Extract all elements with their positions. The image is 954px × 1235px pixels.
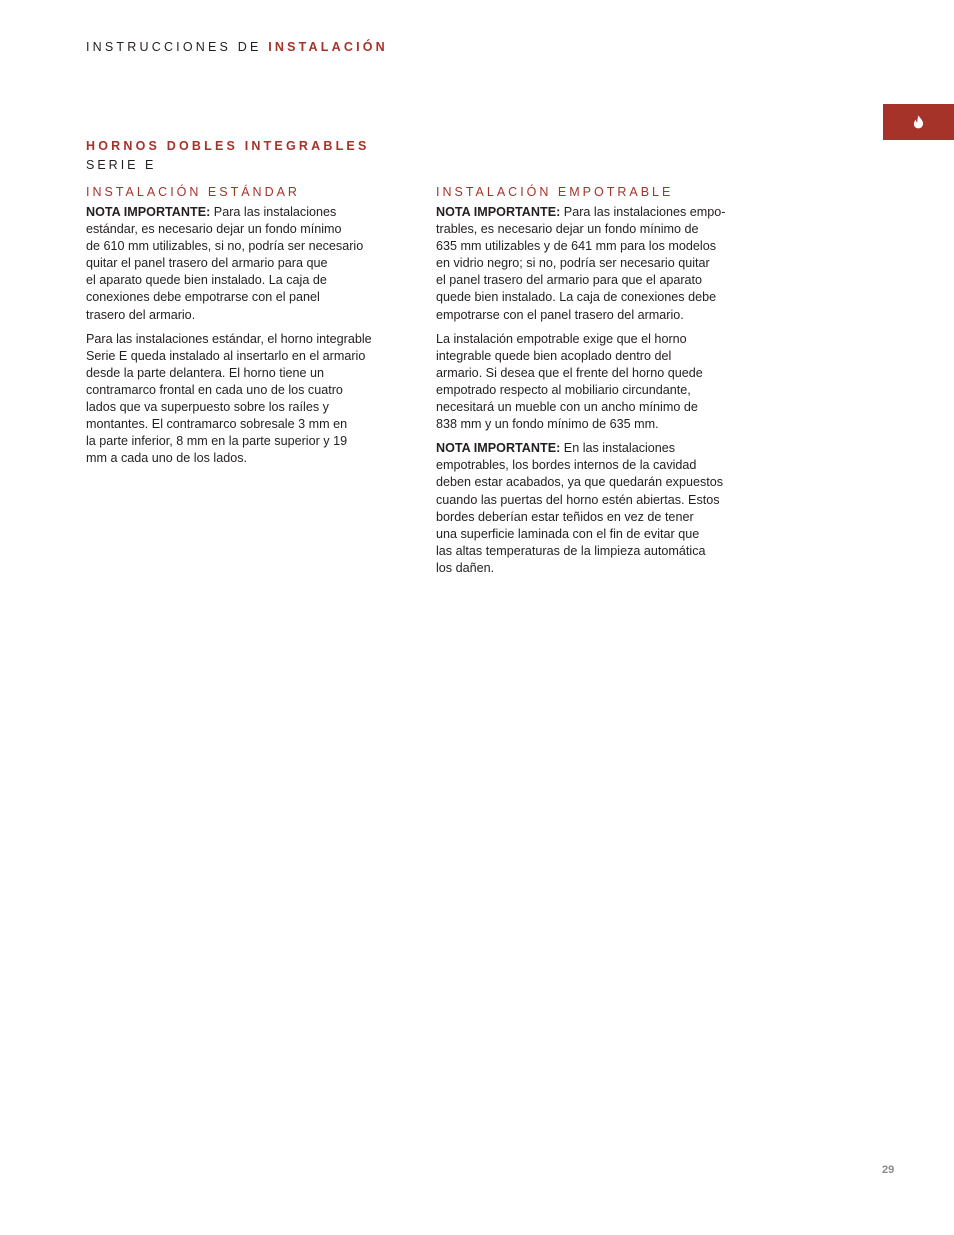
running-header-accent: INSTALACIÓN — [268, 40, 388, 54]
flush-note-2-label: NOTA IMPORTANTE: — [436, 441, 561, 456]
section-title: HORNOS DOBLES INTEGRABLES — [86, 139, 370, 153]
flush-note-2-text: En las instalaciones empotrables, los bordes internos de la cavidad deben estar acabados, ya que quedarán expuestos cuando las puertas del horno estén abiertas. Estos bordes deberían estar teñidos en vez de tener una superficie laminada con el fin de evitar que las altas temperaturas de la limpieza automática los dañen. — [436, 441, 724, 575]
section-subtitle: SERIE E — [86, 158, 157, 172]
flush-installation-heading: INSTALACIÓN EMPOTRABLE — [436, 185, 674, 199]
flame-icon — [913, 115, 924, 129]
running-header-prefix: INSTRUCCIONES DE — [86, 40, 269, 54]
flush-installation-column — [436, 185, 758, 584]
standard-installation-heading: INSTALACIÓN ESTÁNDAR — [86, 185, 300, 199]
flush-note-1-label: NOTA IMPORTANTE: — [436, 205, 561, 219]
flush-paragraph: La instalación empotrable exige que el horno integrable quede bien acoplado dentro del armario. Si desea que el frente del horno quede empotrado respecto al mobiliario circundante, necesitará un mueble con un ancho mínimo de 838 mm y un fondo mínimo de 635 mm. — [436, 331, 703, 432]
standard-note-label: NOTA IMPORTANTE: — [86, 205, 211, 219]
flush-note-1 — [436, 204, 758, 324]
flush-note-1-text: Para las instalaciones empo- trables, es necesario dejar un fondo mínimo de 635 mm utilizables y de 641 mm para los modelos en vidrio negro; si no, podría ser necesario quitar el panel trasero del armario para que el aparato quede bien instalado. La caja de conexiones debe empotrarse con el panel trasero del armario. — [436, 205, 726, 322]
running-header — [86, 40, 388, 54]
standard-note — [86, 204, 408, 324]
page-number: 29 — [882, 1164, 895, 1176]
standard-note-text: Para las instalaciones estándar, es necesario dejar un fondo mínimo de 610 mm utilizables, si no, podría ser necesario quitar el panel trasero del armario para que el aparato quede bien instalado. La caja de conexiones debe empotrarse con el panel trasero del armario. — [86, 205, 364, 322]
standard-installation-column — [86, 185, 408, 474]
standard-paragraph: Para las instalaciones estándar, el horno integrable Serie E queda instalado al insertarlo en el armario desde la parte delantera. El horno tiene un contramarco frontal en cada uno de los cuatro lados que va superpuesto sobre los raíles y montantes. El contramarco sobresale 3 mm en la parte inferior, 8 mm en la parte superior y 19 mm a cada uno de los lados. — [86, 331, 372, 466]
section-tab — [883, 104, 954, 140]
flush-note-2 — [436, 440, 758, 577]
